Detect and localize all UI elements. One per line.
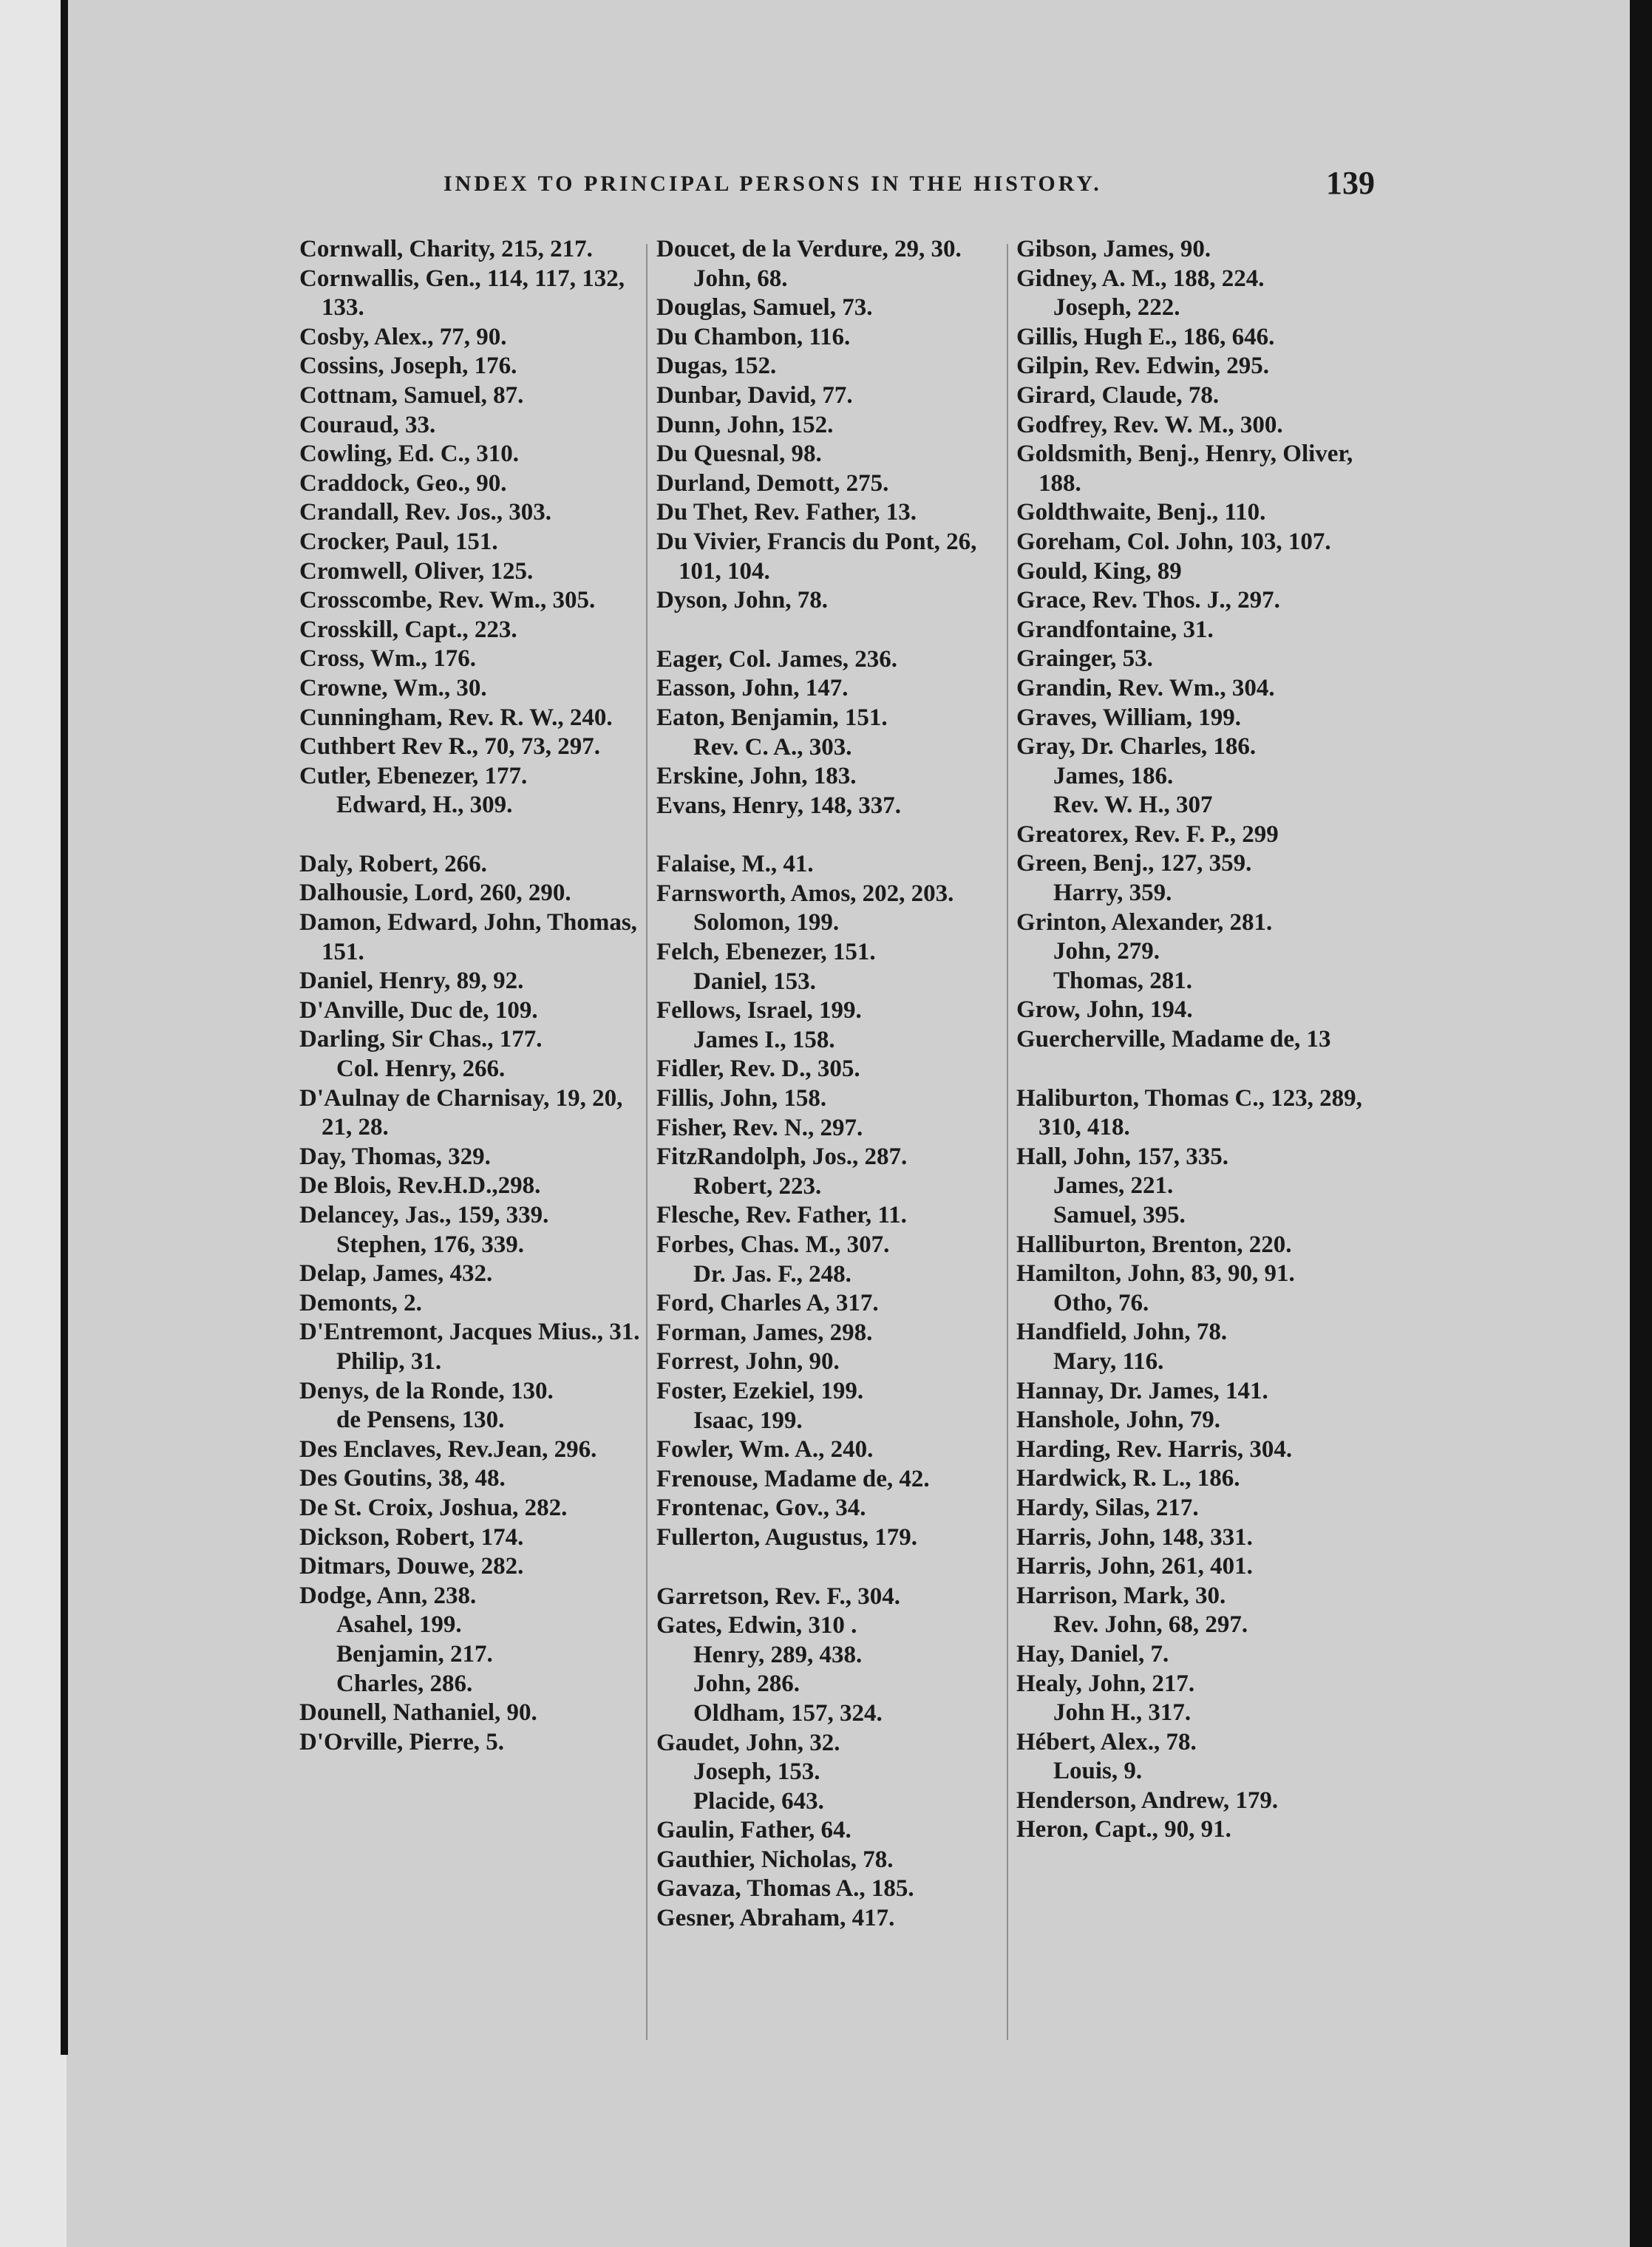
index-entry: Farnsworth, Amos, 202, 203. — [656, 880, 954, 907]
index-entry: Crowne, Wm., 30. — [299, 674, 487, 701]
index-entry: Felch, Ebenezer, 151. — [656, 939, 876, 966]
index-subentry: Isaac, 199. — [693, 1407, 803, 1434]
index-entry: Hardy, Silas, 217. — [1016, 1494, 1199, 1521]
section-gap — [1016, 1055, 1364, 1084]
index-entry: Du Chambon, 116. — [656, 323, 851, 350]
index-subentry: Harry, 359. — [1053, 880, 1172, 907]
index-entry: Damon, Edward, John, Thomas, 151. — [299, 909, 637, 965]
index-subentry: Rev. John, 68, 297. — [1053, 1611, 1248, 1639]
index-subentry: John, 286. — [693, 1670, 800, 1698]
index-entry: Gillis, Hugh E., 186, 646. — [1016, 323, 1275, 350]
index-entry: Dalhousie, Lord, 260, 290. — [299, 880, 571, 907]
index-entry: Du Thet, Rev. Father, 13. — [656, 499, 917, 526]
index-subentry: Philip, 31. — [336, 1347, 442, 1375]
index-subentry: Stephen, 176, 339. — [336, 1231, 524, 1258]
index-entry: Haliburton, Thomas C., 123, 289, 310, 418. — [1016, 1084, 1362, 1141]
index-entry: Crocker, Paul, 151. — [299, 528, 498, 555]
index-entry: Gould, King, 89 — [1016, 557, 1182, 585]
index-entry: FitzRandolph, Jos., 287. — [656, 1143, 908, 1171]
index-entry: Evans, Henry, 148, 337. — [656, 792, 901, 819]
index-entry: Frontenac, Gov., 34. — [656, 1495, 866, 1522]
index-subentry: Edward, H., 309. — [336, 792, 513, 819]
index-entry: Du Quesnal, 98. — [656, 441, 822, 468]
index-entry: Denys, de la Ronde, 130. — [299, 1377, 554, 1404]
section-gap — [656, 1553, 1004, 1583]
index-subentry: Oldham, 157, 324. — [693, 1699, 883, 1727]
page-number: 139 — [1326, 165, 1375, 201]
section-gap — [656, 616, 1004, 645]
index-entry: Hébert, Alex., 78. — [1016, 1728, 1197, 1755]
index-entry: Gavaza, Thomas A., 185. — [656, 1875, 914, 1903]
index-subentry: Benjamin, 217. — [336, 1640, 493, 1668]
index-entry: Dugas, 152. — [656, 353, 777, 380]
index-subentry: James, 186. — [1053, 762, 1174, 789]
index-subentry: James I., 158. — [693, 1026, 835, 1053]
index-entry: Dyson, John, 78. — [656, 587, 828, 614]
index-subentry: James, 221. — [1053, 1172, 1174, 1200]
index-entry: Darling, Sir Chas., 177. — [299, 1026, 543, 1053]
section-gap — [299, 820, 647, 850]
index-entry: Cutler, Ebenezer, 177. — [299, 762, 528, 789]
index-entry: Flesche, Rev. Father, 11. — [656, 1202, 907, 1229]
index-entry: Forrest, John, 90. — [656, 1348, 840, 1376]
index-entry: Delap, James, 432. — [299, 1260, 493, 1288]
index-entry: Durland, Demott, 275. — [656, 469, 889, 497]
index-subentry: Asahel, 199. — [336, 1611, 462, 1639]
index-entry: Eager, Col. James, 236. — [656, 645, 898, 673]
index-entry: Dickson, Robert, 174. — [299, 1523, 524, 1551]
index-entry: D'Aulnay de Charnisay, 19, 20, 21, 28. — [299, 1084, 623, 1141]
index-entry: Fidler, Rev. D., 305. — [656, 1055, 860, 1083]
index-entry: Gidney, A. M., 188, 224. — [1016, 265, 1265, 292]
index-entry: Hamilton, John, 83, 90, 91. — [1016, 1260, 1295, 1288]
index-entry: Falaise, M., 41. — [656, 851, 814, 878]
index-entry: Gray, Dr. Charles, 186. — [1016, 733, 1257, 761]
index-entry: Harding, Rev. Harris, 304. — [1016, 1435, 1293, 1463]
index-entry: Greatorex, Rev. F. P., 299 — [1016, 820, 1279, 848]
index-entry: Cornwall, Charity, 215, 217. — [299, 236, 593, 262]
index-entry: Henderson, Andrew, 179. — [1016, 1787, 1279, 1814]
index-entry: Demonts, 2. — [299, 1289, 422, 1316]
scan-margin-left — [0, 0, 67, 2247]
index-entry: Grainger, 53. — [1016, 645, 1153, 673]
index-entry: Day, Thomas, 329. — [299, 1143, 491, 1170]
index-entry: Fullerton, Augustus, 179. — [656, 1523, 917, 1551]
section-gap — [656, 820, 1004, 850]
index-entry: Cottnam, Samuel, 87. — [299, 381, 524, 409]
index-entry: Couraud, 33. — [299, 411, 436, 438]
index-entry: Gaudet, John, 32. — [656, 1729, 840, 1756]
index-subentry: Daniel, 153. — [693, 968, 816, 995]
index-entry: Craddock, Geo., 90. — [299, 469, 507, 497]
index-entry: Gesner, Abraham, 417. — [656, 1905, 895, 1932]
index-entry: Cuthbert Rev R., 70, 73, 297. — [299, 733, 600, 761]
index-subentry: Rev. W. H., 307 — [1053, 792, 1213, 819]
index-subentry: Samuel, 395. — [1053, 1202, 1186, 1228]
index-entry: Grandfontaine, 31. — [1016, 616, 1214, 643]
scan-margin-right — [1630, 0, 1652, 2247]
index-entry: Green, Benj., 127, 359. — [1016, 850, 1252, 877]
index-entry: Ford, Charles A, 317. — [656, 1290, 879, 1317]
index-entry: Heron, Capt., 90, 91. — [1016, 1816, 1231, 1843]
index-entry: Harrison, Mark, 30. — [1016, 1582, 1226, 1609]
index-entry: Crosskill, Capt., 223. — [299, 616, 517, 643]
index-entry: Gaulin, Father, 64. — [656, 1817, 852, 1844]
index-entry: Guercherville, Madame de, 13 — [1016, 1026, 1331, 1053]
index-entry: Eaton, Benjamin, 151. — [656, 704, 888, 731]
index-entry: Doucet, de la Verdure, 29, 30. — [656, 236, 962, 262]
index-entry: Foster, Ezekiel, 199. — [656, 1377, 864, 1404]
index-entry: Gilpin, Rev. Edwin, 295. — [1016, 353, 1270, 380]
index-subentry: Otho, 76. — [1053, 1289, 1149, 1316]
binding-shadow — [61, 0, 68, 2055]
index-subentry: Henry, 289, 438. — [693, 1641, 863, 1668]
index-entry: Cross, Wm., 176. — [299, 645, 476, 673]
index-entry: Harris, John, 148, 331. — [1016, 1523, 1253, 1551]
index-entry: Fellows, Israel, 199. — [656, 997, 862, 1024]
index-entry: Grow, John, 194. — [1016, 996, 1193, 1024]
index-entry: Forbes, Chas. M., 307. — [656, 1231, 890, 1258]
index-entry: Crosscombe, Rev. Wm., 305. — [299, 587, 596, 614]
index-entry: Cossins, Joseph, 176. — [299, 353, 517, 380]
index-entry: Cunningham, Rev. R. W., 240. — [299, 704, 613, 731]
index-entry: De St. Croix, Joshua, 282. — [299, 1494, 568, 1521]
index-entry: Healy, John, 217. — [1016, 1670, 1195, 1697]
index-entry: Gates, Edwin, 310 . — [656, 1612, 857, 1639]
index-column-3 — [1016, 235, 1364, 1845]
index-entry: Godfrey, Rev. W. M., 300. — [1016, 411, 1283, 438]
index-subentry: Louis, 9. — [1053, 1758, 1143, 1785]
index-entry: Dunbar, David, 77. — [656, 381, 853, 409]
index-subentry: Thomas, 281. — [1053, 967, 1192, 994]
index-entry: Gauthier, Nicholas, 78. — [656, 1846, 894, 1873]
index-entry: Dodge, Ann, 238. — [299, 1582, 477, 1609]
index-column-1 — [299, 235, 647, 1757]
index-entry: Graves, William, 199. — [1016, 704, 1242, 731]
index-entry: Fillis, John, 158. — [656, 1085, 827, 1112]
index-subentry: John, 279. — [1053, 938, 1160, 965]
index-entry: Grinton, Alexander, 281. — [1016, 908, 1273, 936]
index-subentry: Rev. C. A., 303. — [693, 733, 852, 761]
index-subentry: Col. Henry, 266. — [336, 1055, 506, 1083]
index-entry: Des Enclaves, Rev.Jean, 296. — [299, 1435, 597, 1463]
index-subentry: Joseph, 222. — [1053, 294, 1180, 322]
index-entry: Cowling, Ed. C., 310. — [299, 441, 520, 468]
index-entry: Grace, Rev. Thos. J., 297. — [1016, 587, 1280, 614]
index-entry: Harris, John, 261, 401. — [1016, 1553, 1253, 1580]
index-entry: Halliburton, Brenton, 220. — [1016, 1231, 1292, 1258]
index-entry: Grandin, Rev. Wm., 304. — [1016, 674, 1275, 701]
index-entry: Hall, John, 157, 335. — [1016, 1143, 1228, 1170]
index-subentry: John, 68. — [693, 265, 788, 292]
index-entry: Douglas, Samuel, 73. — [656, 294, 873, 322]
index-entry: Easson, John, 147. — [656, 675, 849, 702]
index-entry: Du Vivier, Francis du Pont, 26, 101, 104. — [656, 528, 977, 585]
index-entry: Gibson, James, 90. — [1016, 236, 1211, 262]
index-entry: Frenouse, Madame de, 42. — [656, 1465, 930, 1492]
index-entry: Cornwallis, Gen., 114, 117, 132, 133. — [299, 265, 625, 322]
page-header — [443, 164, 1375, 208]
index-entry: D'Entremont, Jacques Mius., 31. — [299, 1319, 640, 1346]
index-entry: Forman, James, 298. — [656, 1319, 873, 1346]
index-entry: Hay, Daniel, 7. — [1016, 1640, 1169, 1668]
index-entry: Goreham, Col. John, 103, 107. — [1016, 528, 1331, 555]
index-subentry: de Pensens, 130. — [336, 1407, 505, 1434]
index-subentry: Robert, 223. — [693, 1172, 822, 1200]
index-entry: Hannay, Dr. James, 141. — [1016, 1377, 1268, 1404]
index-entry: Handfield, John, 78. — [1016, 1319, 1228, 1346]
index-entry: Erskine, John, 183. — [656, 763, 857, 790]
index-subentry: Placide, 643. — [693, 1787, 824, 1815]
index-subentry: John H., 317. — [1053, 1699, 1192, 1727]
index-entry: Dounell, Nathaniel, 90. — [299, 1699, 537, 1727]
index-entry: Ditmars, Douwe, 282. — [299, 1553, 524, 1580]
index-entry: Garretson, Rev. F., 304. — [656, 1583, 900, 1610]
running-title: INDEX TO PRINCIPAL PERSONS IN THE HISTORY. — [443, 171, 1102, 196]
index-entry: De Blois, Rev.H.D.,298. — [299, 1172, 541, 1200]
index-entry: D'Orville, Pierre, 5. — [299, 1728, 505, 1755]
index-entry: Fowler, Wm. A., 240. — [656, 1436, 874, 1464]
index-subentry: Solomon, 199. — [693, 909, 840, 936]
index-subentry: Dr. Jas. F., 248. — [693, 1260, 852, 1288]
index-entry: Dunn, John, 152. — [656, 411, 834, 438]
index-entry: Fisher, Rev. N., 297. — [656, 1114, 863, 1141]
index-entry: Goldthwaite, Benj., 110. — [1016, 499, 1266, 526]
index-entry: D'Anville, Duc de, 109. — [299, 996, 538, 1024]
index-entry: Goldsmith, Benj., Henry, Oliver, 188. — [1016, 441, 1353, 497]
index-entry: Daniel, Henry, 89, 92. — [299, 968, 524, 995]
index-entry: Girard, Claude, 78. — [1016, 381, 1220, 409]
index-subentry: Charles, 286. — [336, 1670, 473, 1697]
index-entry: Des Goutins, 38, 48. — [299, 1465, 506, 1492]
index-entry: Hardwick, R. L., 186. — [1016, 1465, 1240, 1492]
index-subentry: Mary, 116. — [1053, 1347, 1164, 1375]
index-column-2 — [656, 235, 1004, 1934]
index-subentry: Joseph, 153. — [693, 1758, 820, 1786]
index-entry: Hanshole, John, 79. — [1016, 1407, 1220, 1434]
index-entry: Cosby, Alex., 77, 90. — [299, 323, 507, 350]
index-entry: Daly, Robert, 266. — [299, 850, 487, 877]
index-entry: Cromwell, Oliver, 125. — [299, 557, 534, 585]
index-entry: Delancey, Jas., 159, 339. — [299, 1202, 549, 1228]
index-entry: Crandall, Rev. Jos., 303. — [299, 499, 552, 526]
column-rule-2 — [1007, 244, 1008, 2040]
